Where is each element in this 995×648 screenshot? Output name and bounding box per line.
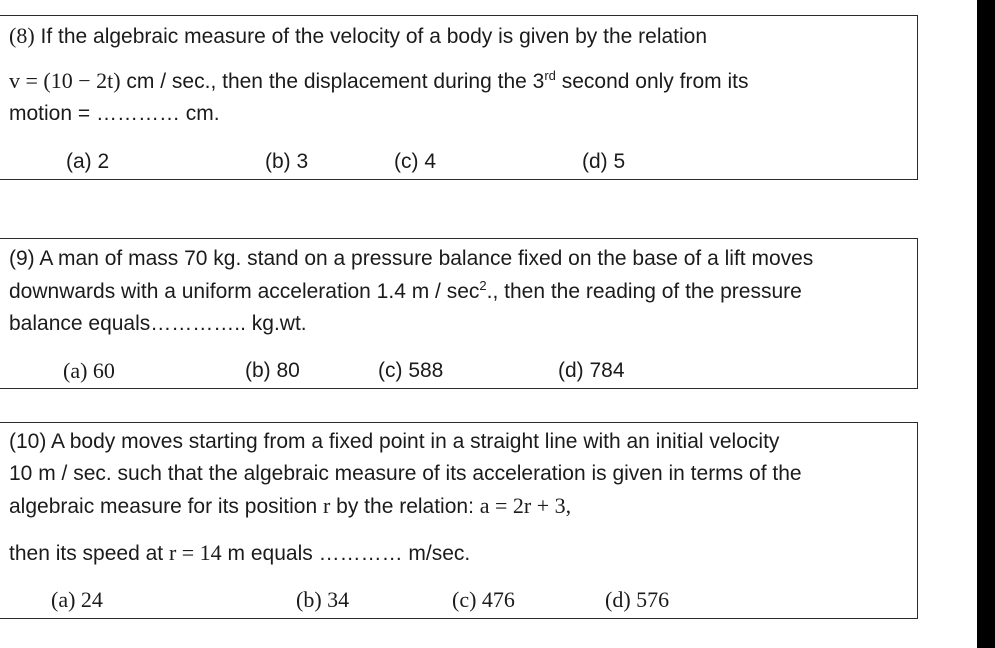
question-10-text-3: algebraic measure for its position [9,495,318,518]
question-10-line-4 [9,541,470,566]
question-8-option-d[interactable]: (d) 5 [582,150,626,173]
question-8-line-3 [9,102,220,126]
question-8-text-2: cm / sec., then the displacement during the 3 [120,70,545,93]
question-10-text-1: A body moves starting from a fixed point in a straight line with an initial velocity [51,430,780,453]
question-10-option-c[interactable]: (c) 476 [452,587,515,612]
question-9-option-a-label: (a) 60 [63,358,115,383]
ordinal-suffix: rd [544,68,556,83]
question-8-option-c[interactable]: (c) 4 [394,150,436,173]
velocity-equation: v = (10 − 2t) [9,68,121,93]
position-value-equation: r = 14 [168,540,222,565]
question-10-text-2: 10 m / sec. such that the algebraic measure of its acceleration is given in terms of the [9,462,802,485]
question-9-text-2: downwards with a uniform acceleration 1.4 m / sec [9,280,480,303]
question-9-text-3: balance equals………….. kg.wt. [9,312,307,335]
question-8-box [0,15,918,180]
squared-exponent: 2 [479,278,487,293]
question-10-line-3 [9,494,571,519]
question-9-line-1 [9,247,813,271]
question-8-number: (8) [9,23,35,48]
question-9-box [0,238,918,389]
position-variable: r [323,493,331,518]
question-9-number: (9) [9,247,35,270]
question-8-option-a[interactable]: (a) 2 [66,150,110,173]
question-9-line-3 [9,312,307,336]
question-10-option-a[interactable]: (a) 24 [51,587,103,612]
question-8-line-2 [9,69,748,94]
question-8-text-2-tail: second only from its [555,70,749,93]
question-8-option-b[interactable]: (b) 3 [265,150,309,173]
question-10-box [0,422,918,619]
question-9-text-2-tail: ., then the reading of the pressure [486,280,802,303]
question-8-line-1 [9,24,707,49]
question-10-number: (10) [9,430,47,453]
question-10-option-b[interactable]: (b) 34 [296,587,350,612]
question-8-text-1: If the algebraic measure of the velocity of a body is given by the relation [40,25,708,48]
question-9-text-1: A man of mass 70 kg. stand on a pressure balance fixed on the base of a lift moves [39,247,814,270]
question-9-line-2 [9,280,802,304]
question-9-option-b[interactable]: (b) 80 [245,359,300,382]
question-9-option-a[interactable] [63,359,115,384]
acceleration-equation: a = 2r + 3, [479,493,572,518]
question-10-line-2 [9,462,802,486]
question-9-option-c[interactable]: (c) 588 [378,359,444,382]
question-10-line-1 [9,430,779,454]
question-9-option-d[interactable]: (d) 784 [558,359,625,382]
right-edge-bar [977,0,995,648]
question-8-text-3: motion = ………… cm. [9,102,220,125]
question-10-option-d[interactable]: (d) 576 [605,587,670,612]
question-10-text-4-tail: m equals ………… m/sec. [221,542,471,565]
question-10-text-3-mid: by the relation: [330,495,480,518]
question-10-text-4: then its speed at [9,542,169,565]
